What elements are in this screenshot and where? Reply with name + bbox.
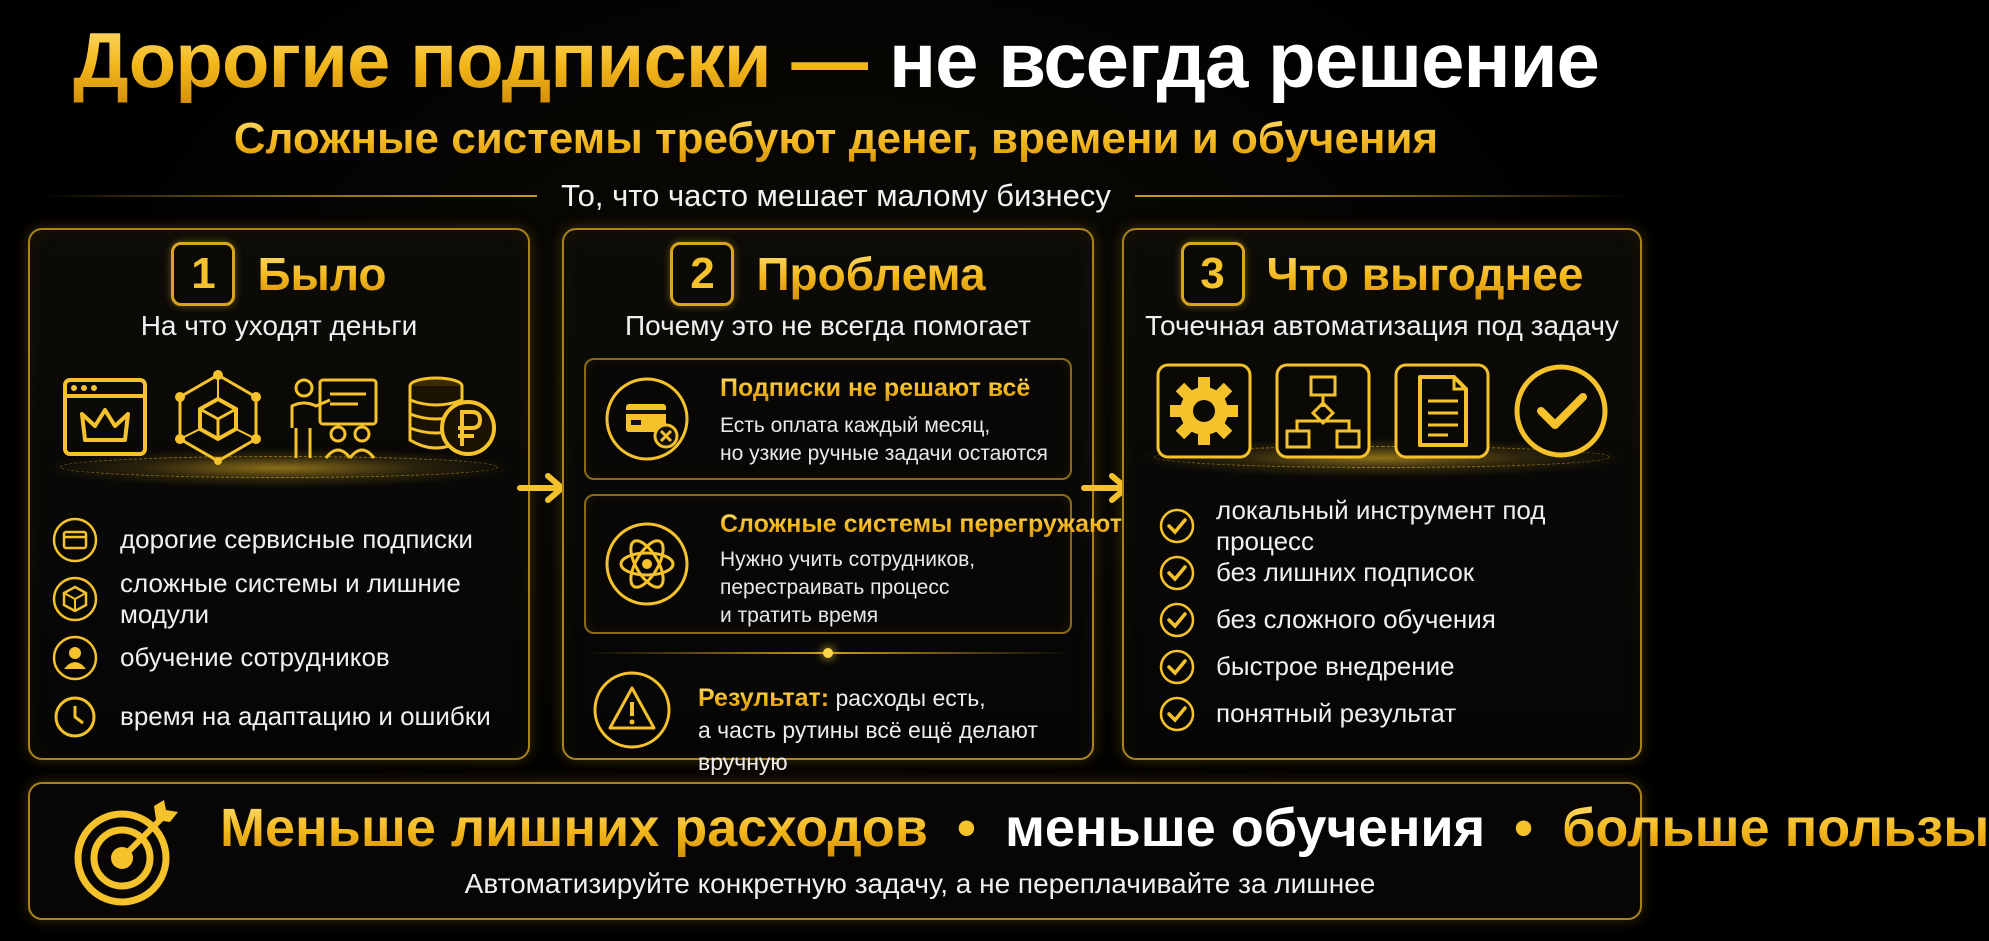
result-block xyxy=(592,664,1082,775)
list-item xyxy=(52,510,518,569)
panel-subtitle: На что уходят деньги xyxy=(140,310,418,341)
list-item-label: локальный инструмент под процесс xyxy=(1216,494,1546,556)
divider-glow xyxy=(823,648,833,658)
card-text-line: Есть оплата каждый месяц, xyxy=(720,414,991,437)
list-item xyxy=(1158,643,1630,690)
card-text-line: Нужно учить сотрудников, xyxy=(720,548,976,571)
card-title: Подписки не решают всё xyxy=(720,374,1031,402)
panel-header xyxy=(30,242,528,306)
cube-icon xyxy=(52,576,98,622)
warning-icon xyxy=(592,670,672,750)
title-gold-part: Дорогие подписки — xyxy=(73,16,869,104)
flowchart-icon xyxy=(1273,361,1373,461)
list-item xyxy=(1158,596,1630,643)
step-number: 1 xyxy=(171,242,235,306)
user-icon xyxy=(52,635,98,681)
card-title: Сложные системы перегружают xyxy=(720,510,1123,538)
list-item xyxy=(52,569,518,628)
footer-slogan xyxy=(220,794,1989,862)
check-icon xyxy=(1158,554,1196,592)
result-line: а часть рутины всё ещё делают вручную xyxy=(698,717,1038,775)
coins-ruble-icon xyxy=(402,372,498,462)
list-item xyxy=(1158,494,1630,556)
card-icon xyxy=(52,517,98,563)
check-icon xyxy=(1158,695,1196,733)
list-item xyxy=(1158,690,1630,737)
page-title xyxy=(0,14,1672,106)
result-label: Результат: xyxy=(698,684,830,712)
list-item xyxy=(52,628,518,687)
step-number: 3 xyxy=(1181,242,1245,306)
title-white-part: не всегда решение xyxy=(889,16,1599,104)
tagline: То, что часто мешает малому бизнесу xyxy=(561,178,1111,213)
footer-note: Автоматизируйте конкретную задачу, а не переплачивайте за лишнее xyxy=(464,868,1376,899)
check-icon xyxy=(1158,601,1196,639)
page-subtitle: Сложные системы требуют денег, времени и обучения xyxy=(0,112,1672,166)
panel-title: Было xyxy=(257,248,387,300)
slogan-separator: • xyxy=(957,798,976,858)
gear-icon xyxy=(1154,361,1254,461)
list-item-label: дорогие сервисные подписки xyxy=(120,524,473,554)
step-number: 2 xyxy=(670,242,734,306)
icon-row xyxy=(50,362,508,472)
slogan-part: меньше обучения xyxy=(1004,798,1486,858)
result-text xyxy=(698,682,1082,778)
panel-header xyxy=(564,242,1092,306)
slogan-part: Меньше лишних расходов xyxy=(220,798,928,858)
target-icon xyxy=(70,798,180,908)
list-item-label: обучение сотрудников xyxy=(120,642,390,672)
panel-title: Что выгоднее xyxy=(1266,248,1584,300)
list-item-label: сложные системы и лишние модули xyxy=(120,567,461,629)
panel-before xyxy=(28,228,530,760)
list-item-label: быстрое внедрение xyxy=(1216,651,1455,681)
card-text-line: перестраивать процесс xyxy=(720,576,950,599)
clock-icon xyxy=(52,694,98,740)
tagline-row xyxy=(40,176,1632,216)
problem-card-subscriptions xyxy=(584,358,1072,480)
check-icon xyxy=(1158,507,1196,545)
list-item-label: время на адаптацию и ошибки xyxy=(120,701,491,731)
panel-subtitle: Почему это не всегда помогает xyxy=(625,310,1031,341)
check-icon xyxy=(1158,648,1196,686)
panel-problem xyxy=(562,228,1123,775)
benefit-list xyxy=(1158,494,1630,737)
complex-atom-icon xyxy=(604,521,690,607)
panel-header xyxy=(1124,242,1640,306)
slogan-separator: • xyxy=(1514,798,1534,858)
icon-row xyxy=(1144,356,1620,466)
panel-title: Проблема xyxy=(756,248,986,300)
tagline-divider-left xyxy=(40,195,537,197)
cube-network-icon xyxy=(170,369,266,465)
check-circle-icon xyxy=(1511,361,1611,461)
slogan-part: больше пользы xyxy=(1562,798,1989,858)
footer-banner xyxy=(28,782,1989,920)
panel-subtitle: Точечная автоматизация под задачу xyxy=(1145,310,1619,341)
tagline-divider-right xyxy=(1135,195,1632,197)
card-text-line: но узкие ручные задачи остаются xyxy=(720,442,1048,465)
list-item-label: без сложного обучения xyxy=(1216,604,1496,634)
presentation-training-icon xyxy=(286,372,382,462)
browser-crown-icon xyxy=(60,372,150,462)
list-item xyxy=(52,687,518,746)
panel-better xyxy=(1122,228,1642,760)
card-cancel-icon xyxy=(604,376,690,462)
problem-card-complexity xyxy=(584,494,1123,634)
card-text-line: и тратить время xyxy=(720,604,879,627)
result-line: расходы есть, xyxy=(835,685,986,711)
spend-list xyxy=(52,510,518,746)
list-item-label: понятный результат xyxy=(1216,698,1457,728)
list-item-label: без лишних подписок xyxy=(1216,557,1475,587)
document-icon xyxy=(1392,361,1492,461)
